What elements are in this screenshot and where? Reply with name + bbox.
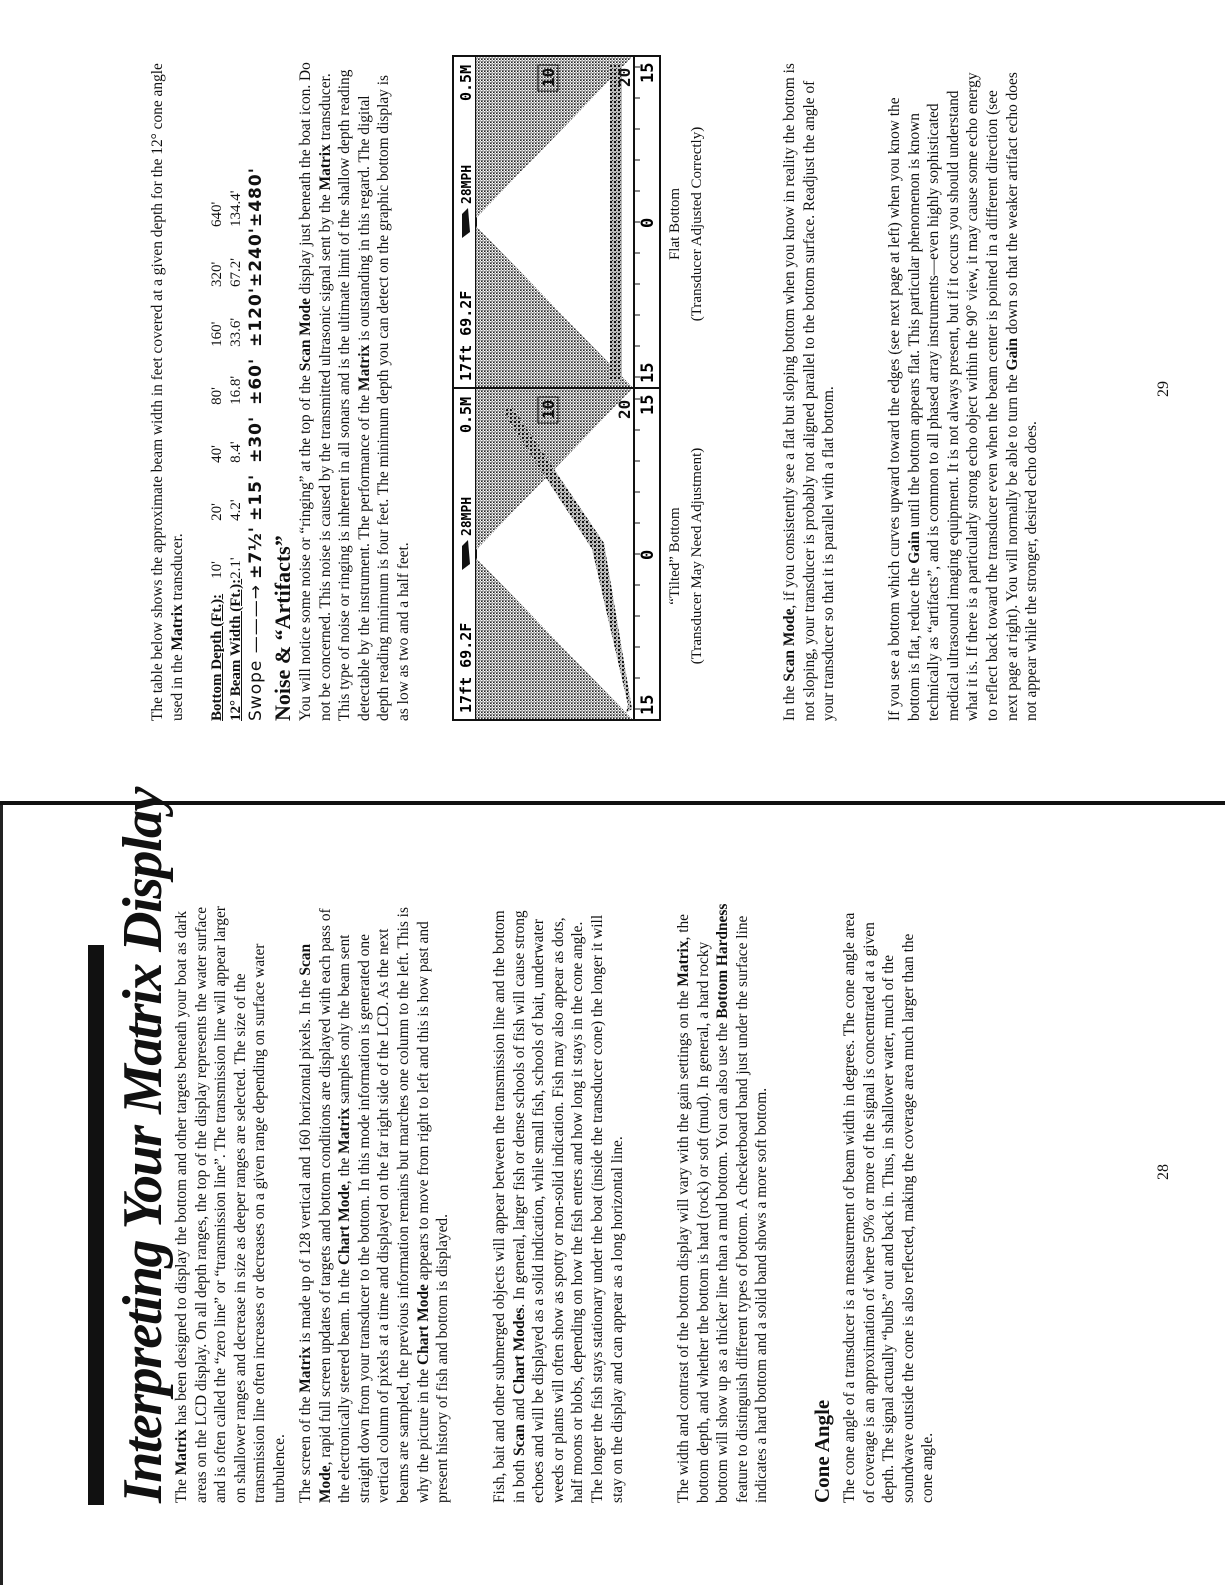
speed-readout: 28MPH <box>460 496 475 536</box>
noise-heading: Noise & “Artifacts” <box>270 535 295 721</box>
table-cell: 33.6' <box>228 317 244 347</box>
scale-center-label: 0 <box>638 549 658 560</box>
tilted-bottom-display <box>452 387 661 721</box>
page-title: Interpreting Your Matrix Display <box>112 788 174 1503</box>
table-cell: 2.1' <box>228 557 244 579</box>
scale-right-label: 15 <box>638 394 658 415</box>
depth-temp-readout: 17ft 69.2F <box>457 622 475 713</box>
table-row <box>208 167 227 721</box>
range-readout: 0.5M <box>457 64 475 101</box>
handwritten-cell: ±60' <box>246 357 266 405</box>
title-rule <box>88 945 104 1505</box>
caption-subtitle: (Transducer May Need Adjustment) <box>689 447 705 665</box>
bottom-echo-band <box>610 65 622 381</box>
handwritten-cell: ±480' <box>246 167 266 228</box>
table-cell: 8.4' <box>228 441 244 463</box>
tilted-caption <box>664 391 708 721</box>
handwritten-cell: ±7½' <box>246 526 266 579</box>
table-cell: 10' <box>209 561 225 579</box>
table-cell: 16.8' <box>228 375 244 405</box>
beam-width-row-label: 12° Beam Width (Ft.): <box>228 578 244 721</box>
flat-caption <box>664 59 708 389</box>
caption-title: Flat Bottom <box>667 187 683 261</box>
depth-mark-20: 20 <box>615 399 634 419</box>
page-number-28: 28 <box>1155 1164 1172 1180</box>
scale-center-label: 0 <box>638 217 658 228</box>
noise-paragraph: You will notice some noise or “ringing” at the top of the Scan Mode display just beneath the boat icon. Do not be concerned. This noise is caused by the transmitted ultrasonic signal sent by the Matrix transducer. This type of noise or ringing is inherent in all sonars and is the ultimate limit of the shallow depth reading detectable by the instrument. The performance of the Matrix is outstanding in this regard. The digital depth reading minimum is four feet. The minimum depth you can detect on the graphic bottom display is as low as two and a half feet. <box>297 62 412 721</box>
page-28 <box>0 788 1225 1585</box>
boat-icon <box>462 208 470 238</box>
cone-angle-heading: Cone Angle <box>810 1399 834 1503</box>
speed-readout: 28MPH <box>460 164 475 204</box>
artifacts-paragraph: If you see a bottom which curves upward toward the edges (see next page at left) when you know the bottom is flat, reduce the Gain until the bottom appears flat. This particular phenomenon is known technically as “artifacts”, and is common to all phased array instruments—even highly sophisticated medical ultrasound imaging equipment. It is not always present, but if it occurs you should understand what it is. If there is a particularly strong echo object within the 90° view, it may cause some echo energy to reflect back toward the transducer even when the beam center is pointed in a different direction (see next page at right). You will normally be able to turn the Gain down so that the weaker artifact echo does not appear while the stronger, desired echo does. <box>886 72 1041 721</box>
table-cell: 134.4' <box>228 190 244 228</box>
caption-subtitle: (Transducer Adjusted Correctly) <box>689 126 705 322</box>
handwritten-cell: ±120' <box>246 286 266 347</box>
sonar-svg <box>454 389 659 719</box>
table-cell: 67.2' <box>228 258 244 287</box>
table-cell: 20' <box>209 503 225 521</box>
caption-title: “Tilted” Bottom <box>667 507 683 605</box>
table-cell: 160' <box>209 321 225 347</box>
depth-mark-10: 10 <box>539 67 558 87</box>
left-shaded-wedge <box>476 226 632 387</box>
table-row <box>227 167 246 721</box>
screen-paragraph: The screen of the Matrix is made up of 128 vertical and 160 horizontal pixels. In the Scan Mode, rapid full screen updates of targets and bottom conditions are displayed with each pass of the electronically steered beam. In the Chart Mode, the Matrix samples only the beam sent straight down from your transducer to the bottom. In this mode information is generated one vertical column of pixels at a time and displayed on the far right side of the LCD. As the next beams are sampled, the previous information remains but marches one column to the left. This is why the picture in the Chart Mode appears to move from right to left and this is how past and present history of fish and bottom is displayed. <box>297 907 452 1503</box>
handwritten-cell: ±15' <box>246 473 266 521</box>
handwritten-annotation-row <box>246 167 266 721</box>
depth-mark-20: 20 <box>615 67 634 87</box>
beam-width-table <box>208 167 266 721</box>
flat-bottom-display <box>452 55 661 389</box>
table-cell: 4.2' <box>228 499 244 521</box>
handwritten-cell: ±240' <box>246 227 266 287</box>
depth-mark-10: 10 <box>539 399 558 419</box>
fish-paragraph: Fish, bait and other submerged objects will appear between the transmission line and the bottom in both Scan and Chart Modes. In general, larger fish or dense schools of fish will cause strong echoes and will be displayed as a solid indication, while small fish, schools of bait, underwater weeds or plants will often show as spotty or non-solid indication. Fish may also appear as dots, half moons or blobs, depending on how the fish enters and how long it stays in the cone angle. The longer the fish stays stationary under the boat (inside the transducer cone) the longer it will stay on the display and can appear as a long horizontal line. <box>491 910 626 1503</box>
table-cell: 80' <box>209 387 225 405</box>
scan-mode-paragraph: In the Scan Mode, if you consistently see a flat but sloping bottom when you know in reality the bottom is not sloping, your transducer is probably not aligned parallel to the bottom surface. Readjust the angle of your transducer so that it is parallel with a flat bottom. <box>781 63 838 721</box>
scale-right-label: 15 <box>638 62 658 83</box>
sonar-svg <box>454 57 659 387</box>
cone-angle-paragraph: The cone angle of a transducer is a measurement of beam width in degrees. The cone angle area of coverage is an approximation of where 50% or more of the signal is concentrated at a given depth. The signal actually “bulbs” out and back in. Thus, in shallower water, much of the soundwave outside the cone is also reflected, making the coverage area much larger than the cone angle. <box>841 912 937 1503</box>
table-intro-paragraph: The table below shows the approximate beam width in feet covered at a given depth for the 12° cone angle used in the Matrix transducer. <box>149 63 186 721</box>
depth-row-label: Bottom Depth (Ft.): <box>209 593 225 721</box>
intro-paragraph: The Matrix has been designed to display the bottom and other targets beneath your boat as dark areas on the LCD display. On all depth ranges, the top of the display represents the water surface and is often called the “zero line” or “transmission line”. The transmission line will appear larger on shallower ranges and decrease in size as deeper ranges are selected. The size of the transmission line often increases or decreases on a given range depending on surface water turbulence. <box>173 906 288 1503</box>
page-number-29: 29 <box>1155 381 1172 397</box>
range-readout: 0.5M <box>457 396 475 433</box>
handwritten-cell: ±30' <box>246 415 266 463</box>
handwritten-label: Swope ———→ <box>246 583 266 721</box>
depth-temp-readout: 17ft 69.2F <box>457 290 475 381</box>
bottom-width-paragraph: The width and contrast of the bottom display will vary with the gain settings on the Matrix, the bottom depth, and whether the bottom is hard (rock) or soft (mud). In general, a hard rocky bottom will show up as a thicker line than a mud bottom. You can also use the Bottom Hardness feature to distinguish different types of bottom. A checkerboard band just under the surface line indicates a hard bottom and a solid band shows a more soft bottom. <box>675 903 771 1503</box>
table-cell: 320' <box>209 261 225 287</box>
table-cell: 40' <box>209 445 225 463</box>
table-cell: 640' <box>209 201 225 228</box>
boat-icon <box>462 540 470 570</box>
scale-left-label: 15 <box>638 694 658 715</box>
scale-left-label: 15 <box>638 362 658 383</box>
